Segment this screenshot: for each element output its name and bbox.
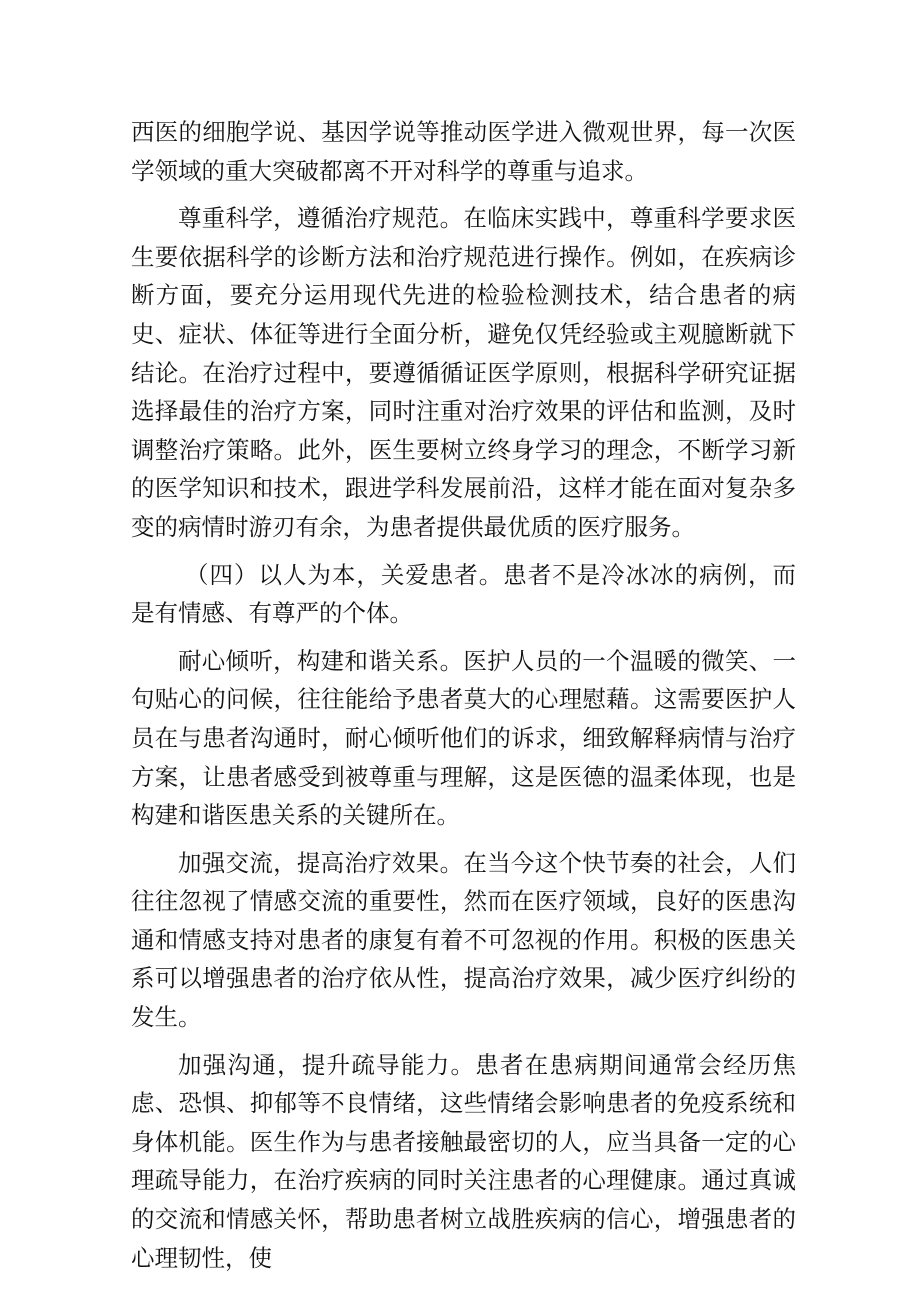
- paragraph-patient-listening: 耐心倾听，构建和谐关系。医护人员的一个温暖的微笑、一句贴心的问候，往往能给予患者莫大的心理慰藉。这需要医护人员在与患者沟通时，耐心倾听他们的诉求，细致解释病情与治疗方案，让患者感受到被尊重与理解，这是医德的温柔体现，也是构建和谐医患关系的关键所在。: [131, 646, 796, 830]
- paragraph-strengthen-communication: 加强沟通，提升疏导能力。患者在患病期间通常会经历焦虑、恐惧、抑郁等不良情绪，这些情绪会影响患者的免疫系统和身体机能。医生作为与患者接触最密切的人，应当具备一定的心理疏导能力，在治疗疾病的同时关注患者的心理健康。通过真诚的交流和情感关怀，帮助患者树立战胜疾病的信心，增强患者的心理韧性，使: [131, 1050, 796, 1272]
- paragraph-strengthen-exchange: 加强交流，提高治疗效果。在当今这个快节奏的社会，人们往往忽视了情感交流的重要性，然而在医疗领域，良好的医患沟通和情感支持对患者的康复有着不可忽视的作用。积极的医患关系可以增强患者的治疗依从性，提高治疗效果，减少医疗纠纷的发生。: [131, 848, 796, 1032]
- section-heading-people-oriented: （四）以人为本，关爱患者。患者不是冷冰冰的病例，而是有情感、有尊严的个体。: [131, 560, 796, 628]
- paragraph-continued: 西医的细胞学说、基因学说等推动医学进入微观世界，每一次医学领域的重大突破都离不开对科学的尊重与追求。: [131, 118, 796, 185]
- document-body: [131, 113, 796, 1277]
- paragraph-respect-science: 尊重科学，遵循治疗规范。在临床实践中，尊重科学要求医生要依据科学的诊断方法和治疗规范进行操作。例如，在疾病诊断方面，要充分运用现代先进的检验检测技术，结合患者的病史、症状、体征等进行全面分析，避免仅凭经验或主观臆断就下结论。在治疗过程中，要遵循循证医学原则，根据科学研究证据选择最佳的治疗方案，同时注重对治疗效果的评估和监测，及时调整治疗策略。此外，医生要树立终身学习的理念，不断学习新的医学知识和技术，跟进学科发展前沿，这样才能在面对复杂多变的病情时游刃有余，为患者提供最优质的医疗服务。: [131, 204, 796, 541]
